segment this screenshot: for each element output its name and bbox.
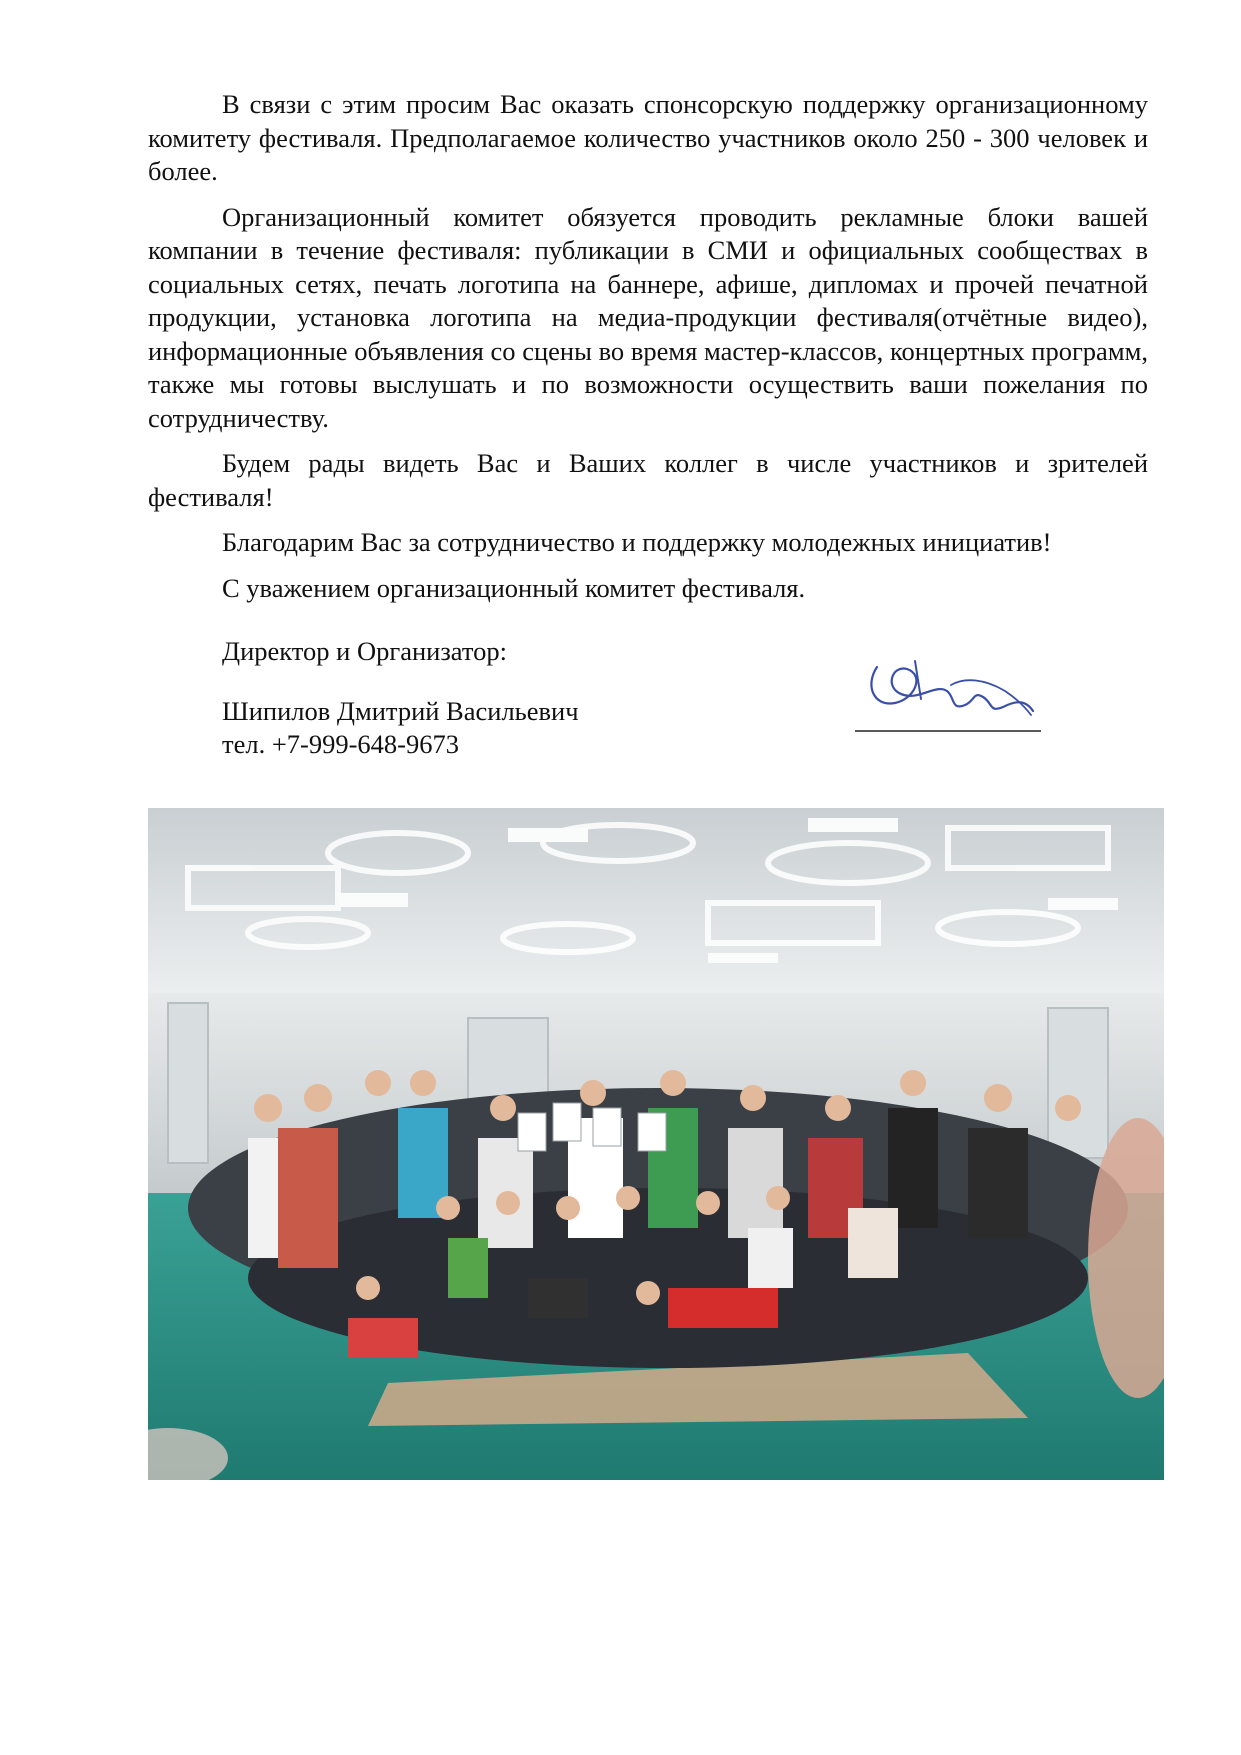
paragraph-advertising-obligations: Организационный комитет обязуется проводить рекламные блоки вашей компании в течение фестиваля: публикации в СМИ и официальных сообществах в социальных сетях, печать логотипа на баннере, афише, дипломах и прочей печатной продукции, установка логотипа на медиа-продукции фестиваля(отчётные видео), информационные объявления со сцены во время мастер-классов, концертных программ, также мы готовы выслушать и по возможности осуществить ваши пожелания по сотрудничеству. <box>148 201 1148 433</box>
thanks-line: Благодарим Вас за сотрудничество и поддержку молодежных инициатив! <box>222 527 1052 557</box>
group-photo <box>148 808 1164 1480</box>
signer-name: Шипилов Дмитрий Васильевич <box>222 695 579 726</box>
regards-line: С уважением организационный комитет фестиваля. <box>222 572 806 603</box>
handwritten-signature <box>855 655 1045 735</box>
signer-phone: тел. +7-999-648-9673 <box>222 729 459 759</box>
position-title: Директор и Организатор: <box>222 636 507 666</box>
paragraph-sponsorship-request: В связи с этим просим Вас оказать спонсорскую поддержку организационному комитету фестиваля. Предполагаемое количество участников около 250 - 300 человек и более. <box>148 89 1148 186</box>
paragraph-invitation: Будем рады видеть Вас и Ваших коллег в числе участников и зрителей фестиваля! <box>148 448 1148 512</box>
